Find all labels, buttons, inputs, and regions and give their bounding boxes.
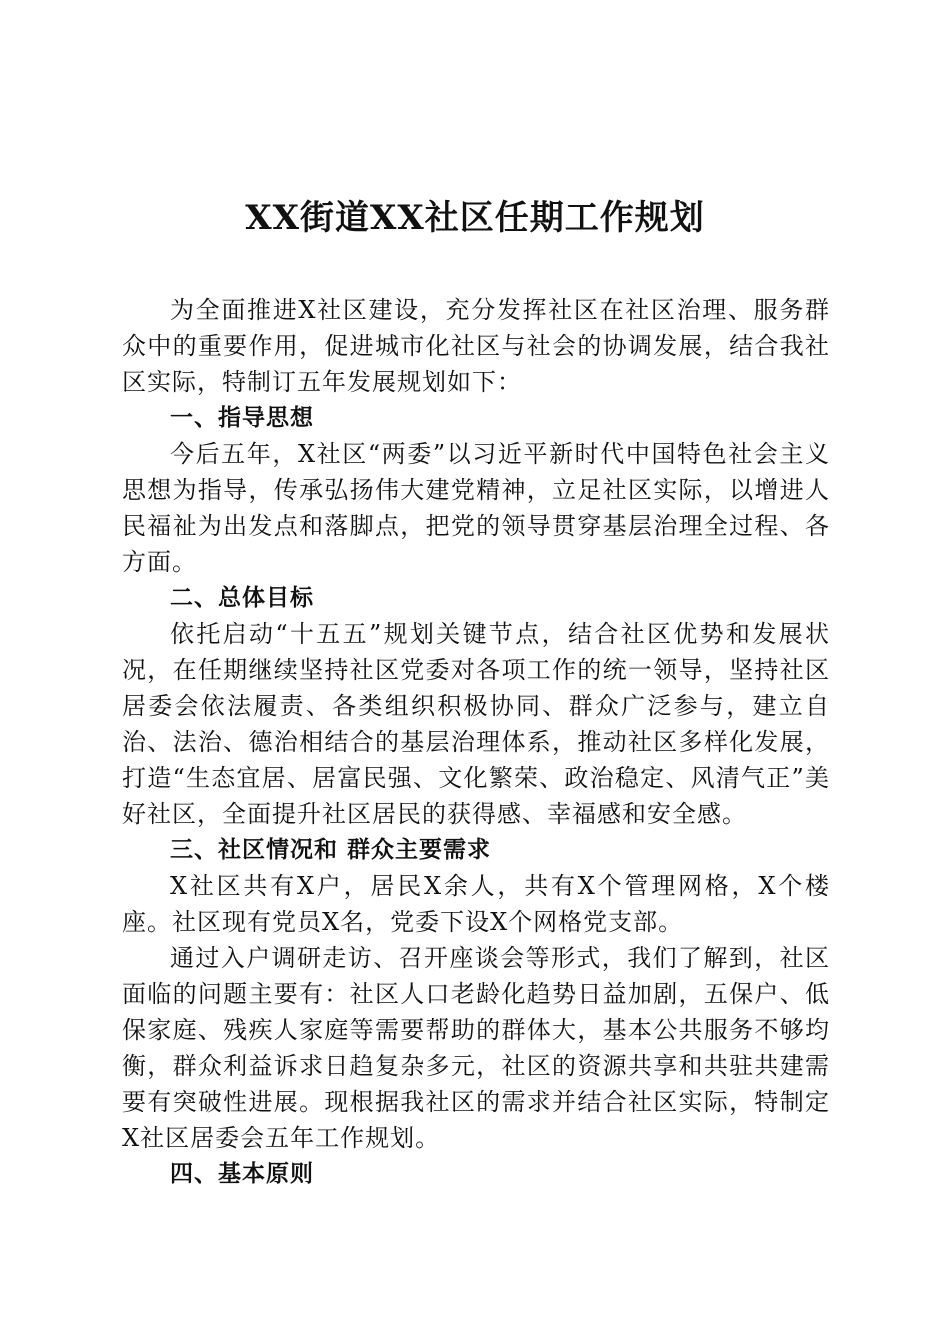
overall-goals-paragraph: 依托启动“十五五”规划关键节点，结合社区优势和发展状况，在任期继续坚持社区党委对各项工作的统一领导，坚持社区居委会依法履责、各类组织积极协同、群众广泛参与，建立自治、法治、德治相结合的基层治理体系，推动社区多样化发展，打造“生态宜居、居富民强、文化繁荣、政治稳定、风清气正”美好社区，全面提升社区居民的获得感、幸福感和安全感。	[122, 620, 830, 828]
section-heading-community-situation: 三、社区情况和 群众主要需求	[170, 837, 492, 863]
intro-paragraph: 为全面推进X社区建设，充分发挥社区在社区治理、服务群众中的重要作用，促进城市化社区与社会的协调发展，结合我社区实际，特制订五年发展规划如下：	[122, 296, 830, 396]
section-heading-guiding-ideology: 一、指导思想	[170, 405, 314, 431]
community-situation-paragraph: X社区共有X户，居民X余人，共有X个管理网格，X个楼座。社区现有党员X名，党委下设X个网格党支部。	[122, 872, 830, 936]
section-heading-basic-principles: 四、基本原则	[170, 1161, 314, 1187]
community-needs-paragraph: 通过入户调研走访、召开座谈会等形式，我们了解到，社区面临的问题主要有：社区人口老龄化趋势日益加剧，五保户、低保家庭、残疾人家庭等需要帮助的群体大，基本公共服务不够均衡，群众利益诉求日趋复杂多元，社区的资源共享和共驻共建需要有突破性进展。现根据我社区的需求并结合社区实际，特制定X社区居委会五年工作规划。	[122, 944, 830, 1152]
section-heading-overall-goals: 二、总体目标	[170, 585, 314, 611]
guiding-ideology-paragraph: 今后五年，X社区“两委”以习近平新时代中国特色社会主义思想为指导，传承弘扬伟大建党精神，立足社区实际，以增进人民福祉为出发点和落脚点，把党的领导贯穿基层治理全过程、各方面。	[122, 440, 830, 576]
document-body	[122, 292, 830, 1192]
document-title: XX街道XX社区任期工作规划	[245, 198, 705, 238]
